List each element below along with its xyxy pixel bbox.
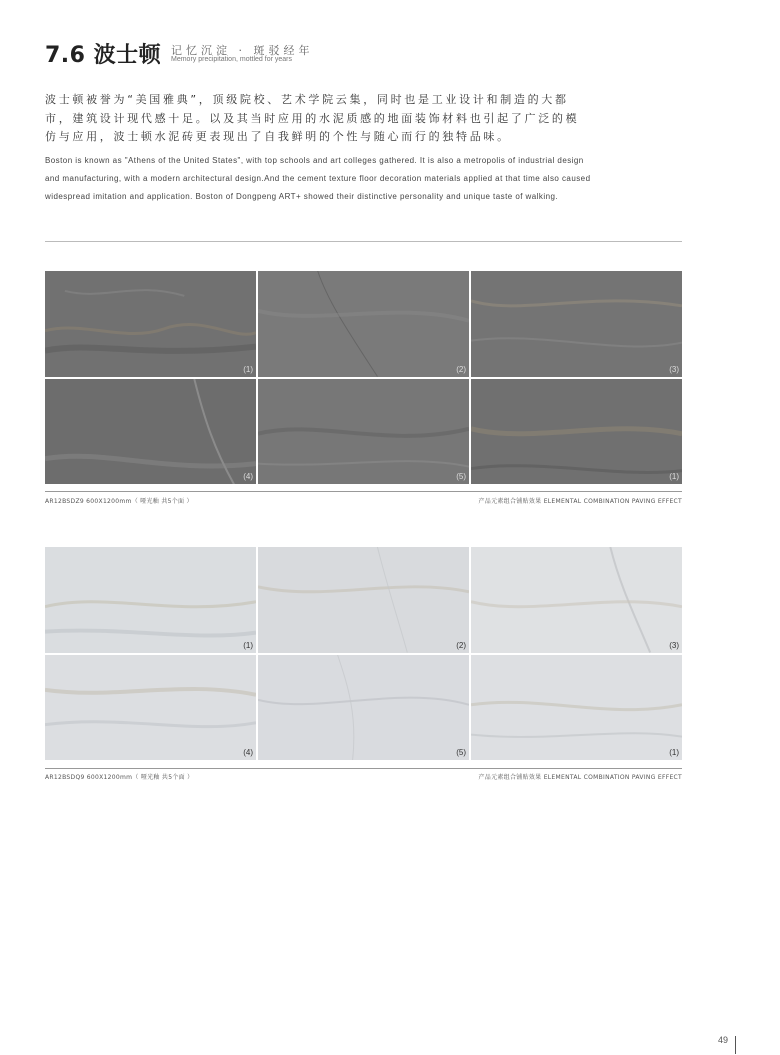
tile-number-label: (1): [669, 472, 679, 481]
divider: [45, 241, 682, 242]
caption-divider: [45, 491, 682, 492]
marble-texture-image: [45, 547, 256, 653]
subtitle-english: Memory precipitation, mottled for years: [171, 56, 292, 63]
tile-number-label: (5): [456, 472, 466, 481]
tile-number-label: (5): [456, 748, 466, 757]
tile-number-label: (3): [669, 364, 679, 374]
marble-tile: [45, 547, 256, 653]
paving-effect-caption: 产品元素组合铺贴效果 ELEMENTAL COMBINATION PAVING EFFECT: [478, 498, 682, 505]
marble-texture-image: [45, 271, 256, 377]
intro-english: Boston is known as "Athens of the United States", with top schools and art colleges gathered. It is also a metropolis of industrial design and manufacturing, with a modern architectural design.And the cement texture floor decoration materials applied at that time also caused widespread imitation and application. Boston of Dongpeng ART+ showed their distinctive personality and unique taste of walking.: [45, 156, 591, 201]
marble-tile: [45, 271, 256, 377]
marble-texture-image: [258, 271, 469, 377]
subtitle-chinese: 记忆沉淀 · 斑驳经年: [171, 44, 314, 57]
tile-number-label: (1): [669, 748, 679, 757]
marble-texture-image: [258, 655, 469, 761]
page-title: 7.6 波士顿: [45, 43, 162, 68]
page-number: 49: [718, 1035, 729, 1045]
marble-texture-image: [45, 655, 256, 761]
tile-number-label: (1): [243, 364, 253, 374]
marble-tile: [258, 655, 469, 761]
product-code-caption: AR12BSDQ9 600X1200mm（ 哑光釉 共5个面 ）: [45, 774, 194, 781]
tile-number-label: (2): [456, 640, 466, 650]
marble-texture-image: [45, 379, 256, 485]
tile-grid-dark: [45, 271, 682, 484]
marble-tile: [45, 379, 256, 485]
tile-grid-light: [45, 547, 682, 760]
marble-texture-image: [258, 547, 469, 653]
marble-tile: [471, 655, 682, 761]
marble-tile: [258, 271, 469, 377]
marble-texture-image: [471, 379, 682, 485]
marble-tile: [258, 379, 469, 485]
marble-texture-image: [471, 655, 682, 761]
paving-effect-caption: 产品元素组合铺贴效果 ELEMENTAL COMBINATION PAVING EFFECT: [478, 774, 682, 781]
page-number-bar: [735, 1036, 736, 1054]
tile-number-label: (3): [669, 640, 679, 650]
product-code-caption: AR12BSDZ9 600X1200mm（ 哑光釉 共5个面 ）: [45, 498, 193, 505]
marble-texture-image: [471, 271, 682, 377]
caption-divider: [45, 768, 682, 769]
tile-number-label: (2): [456, 364, 466, 374]
marble-tile: [471, 379, 682, 485]
marble-tile: [258, 547, 469, 653]
marble-tile: [471, 271, 682, 377]
marble-texture-image: [471, 547, 682, 653]
marble-tile: [45, 655, 256, 761]
intro-chinese: 波士顿被誉为“美国雅典”，顶级院校、艺术学院云集，同时也是工业设计和制造的大都市，建筑设计现代感十足。以及其当时应用的水泥质感的地面装饰材料也引起了广泛的模仿与应用，波士顿水泥砖更表现出了自我鲜明的个性与随心而行的独特品味。: [45, 93, 580, 143]
marble-tile: [471, 547, 682, 653]
tile-number-label: (1): [243, 640, 253, 650]
tile-number-label: (4): [243, 748, 253, 757]
tile-number-label: (4): [243, 472, 253, 481]
marble-texture-image: [258, 379, 469, 485]
